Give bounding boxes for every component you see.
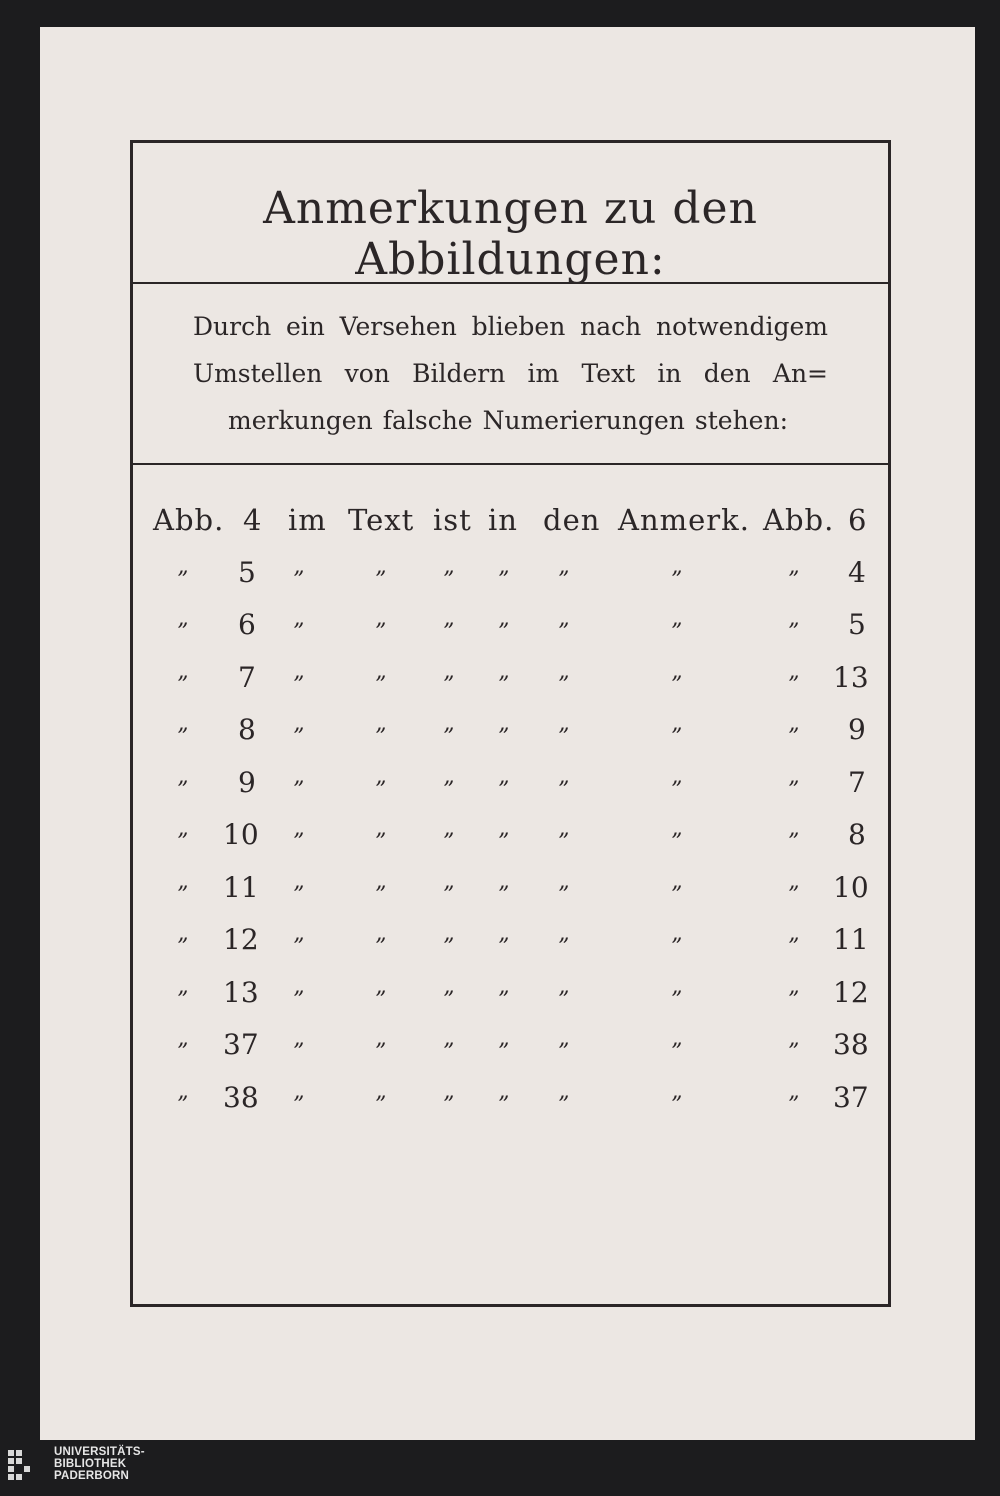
table-row (133, 1081, 888, 1121)
header-cell: im (288, 503, 327, 537)
note-figure-number: 8 (848, 818, 866, 851)
ditto-mark: ” (375, 620, 387, 645)
ditto-mark: ” (671, 1092, 683, 1118)
ditto-mark: ” (558, 882, 570, 908)
ditto-mark: ” (671, 725, 683, 750)
ditto-mark: ” (498, 830, 510, 855)
ditto-mark: ” (177, 987, 189, 1013)
library-name-line: UNIVERSITÄTS- (54, 1446, 145, 1458)
text-figure-number: 7 (238, 660, 256, 694)
ditto-mark: ” (498, 567, 510, 593)
ditto-mark: ” (788, 620, 800, 645)
ditto-mark: ” (177, 935, 189, 960)
ditto-mark: ” (293, 620, 305, 645)
ditto-mark: ” (177, 725, 189, 750)
note-figure-number: 4 (848, 555, 866, 589)
ditto-mark: ” (375, 725, 387, 750)
note-figure-number: 13 (833, 660, 869, 694)
header-cell: Anmerk. (618, 503, 750, 537)
ditto-mark: ” (375, 987, 387, 1013)
ditto-mark: ” (293, 725, 305, 750)
ditto-mark: ” (177, 567, 189, 593)
text-figure-number: 13 (223, 975, 259, 1009)
ditto-mark: ” (293, 1092, 305, 1118)
ditto-mark: ” (293, 672, 305, 698)
ditto-mark: ” (671, 672, 683, 698)
ditto-mark: ” (498, 725, 510, 750)
ditto-mark: ” (177, 1092, 189, 1118)
header-cell: Abb. (153, 503, 225, 537)
header-cell: Abb. (763, 503, 835, 537)
ditto-mark: ” (671, 882, 683, 908)
text-figure-number: 12 (223, 923, 259, 956)
ditto-mark: ” (498, 987, 510, 1013)
note-figure-number: 12 (833, 975, 869, 1009)
ditto-mark: ” (558, 1092, 570, 1118)
header-cell: den (543, 503, 601, 537)
note-figure-number: 9 (848, 713, 866, 746)
note-figure-number: 7 (848, 765, 866, 799)
ditto-mark: ” (375, 830, 387, 855)
ditto-mark: ” (293, 935, 305, 960)
document-sheet (40, 27, 975, 1440)
table-row (133, 661, 888, 701)
note-figure-number: 10 (833, 870, 869, 904)
note-figure-number: 38 (833, 1028, 869, 1061)
ditto-mark: ” (375, 935, 387, 960)
ditto-mark: ” (671, 777, 683, 803)
library-logo-icon (6, 1448, 46, 1488)
ditto-mark: ” (498, 1040, 510, 1065)
library-name-line: PADERBORN (54, 1470, 130, 1482)
table-row (133, 923, 888, 963)
divider-top (133, 282, 888, 284)
note-figure-number: 11 (833, 923, 869, 956)
ditto-mark: ” (498, 935, 510, 960)
ditto-mark: ” (558, 830, 570, 855)
ditto-mark: ” (671, 1040, 683, 1065)
ditto-mark: ” (177, 672, 189, 698)
ditto-mark: ” (788, 1040, 800, 1065)
note-figure-number: 5 (848, 608, 866, 641)
ditto-mark: ” (177, 777, 189, 803)
ditto-mark: ” (375, 882, 387, 908)
ditto-mark: ” (177, 1040, 189, 1065)
ditto-mark: ” (375, 777, 387, 803)
errata-frame (130, 140, 891, 1307)
text-figure-number: 5 (238, 555, 256, 589)
ditto-mark: ” (177, 882, 189, 908)
header-cell: in (488, 503, 518, 537)
ditto-mark: ” (558, 725, 570, 750)
document-title: Anmerkungen zu den Abbildungen: (263, 183, 758, 285)
ditto-mark: ” (443, 935, 455, 960)
text-figure-number: 9 (238, 765, 256, 799)
table-row (133, 608, 888, 648)
ditto-mark: ” (443, 987, 455, 1013)
ditto-mark: ” (558, 777, 570, 803)
header-cell: 4 (243, 503, 263, 537)
ditto-mark: ” (177, 830, 189, 855)
ditto-mark: ” (443, 1092, 455, 1118)
ditto-mark: ” (498, 620, 510, 645)
table-row (133, 713, 888, 753)
table-row (133, 766, 888, 806)
text-figure-number: 38 (223, 1080, 259, 1114)
errata-note (193, 303, 828, 444)
note-line: merkungen falsche Numerierungen stehen: (228, 406, 788, 435)
ditto-mark: ” (788, 777, 800, 803)
ditto-mark: ” (671, 620, 683, 645)
ditto-mark: ” (558, 935, 570, 960)
ditto-mark: ” (293, 830, 305, 855)
ditto-mark: ” (558, 672, 570, 698)
ditto-mark: ” (375, 1092, 387, 1118)
table-row (133, 556, 888, 596)
ditto-mark: ” (177, 620, 189, 645)
ditto-mark: ” (375, 1040, 387, 1065)
text-figure-number: 10 (223, 818, 259, 851)
ditto-mark: ” (443, 882, 455, 908)
note-figure-number: 37 (833, 1080, 869, 1114)
ditto-mark: ” (671, 830, 683, 855)
ditto-mark: ” (558, 620, 570, 645)
ditto-mark: ” (671, 567, 683, 593)
ditto-mark: ” (443, 672, 455, 698)
ditto-mark: ” (375, 672, 387, 698)
ditto-mark: ” (443, 777, 455, 803)
library-name (54, 1446, 145, 1482)
ditto-mark: ” (293, 777, 305, 803)
ditto-mark: ” (788, 882, 800, 908)
header-cell: Text (348, 503, 415, 537)
table-row (133, 976, 888, 1016)
ditto-mark: ” (788, 672, 800, 698)
table-row (133, 1028, 888, 1068)
ditto-mark: ” (443, 830, 455, 855)
ditto-mark: ” (293, 1040, 305, 1065)
ditto-mark: ” (788, 830, 800, 855)
note-line: Umstellen von Bildern im Text in den An= (193, 359, 828, 388)
ditto-mark: ” (443, 725, 455, 750)
ditto-mark: ” (443, 620, 455, 645)
ditto-mark: ” (558, 567, 570, 593)
ditto-mark: ” (671, 935, 683, 960)
table-header-row (133, 503, 888, 543)
ditto-mark: ” (788, 987, 800, 1013)
table-row (133, 871, 888, 911)
header-cell: 6 (848, 503, 868, 537)
ditto-mark: ” (293, 987, 305, 1013)
table-row (133, 818, 888, 858)
ditto-mark: ” (443, 1040, 455, 1065)
divider-bottom (133, 463, 888, 465)
text-figure-number: 8 (238, 713, 256, 746)
text-figure-number: 11 (223, 870, 259, 904)
ditto-mark: ” (293, 567, 305, 593)
ditto-mark: ” (788, 725, 800, 750)
text-figure-number: 6 (238, 608, 256, 641)
ditto-mark: ” (788, 1092, 800, 1118)
ditto-mark: ” (558, 987, 570, 1013)
ditto-mark: ” (375, 567, 387, 593)
ditto-mark: ” (671, 987, 683, 1013)
ditto-mark: ” (443, 567, 455, 593)
ditto-mark: ” (498, 1092, 510, 1118)
ditto-mark: ” (788, 935, 800, 960)
header-cell: ist (433, 503, 472, 537)
ditto-mark: ” (558, 1040, 570, 1065)
text-figure-number: 37 (223, 1028, 259, 1061)
ditto-mark: ” (498, 672, 510, 698)
ditto-mark: ” (498, 777, 510, 803)
library-name-line: BIBLIOTHEK (54, 1458, 127, 1470)
ditto-mark: ” (788, 567, 800, 593)
ditto-mark: ” (498, 882, 510, 908)
note-line: Durch ein Versehen blieben nach notwendigem (193, 312, 828, 341)
ditto-mark: ” (293, 882, 305, 908)
